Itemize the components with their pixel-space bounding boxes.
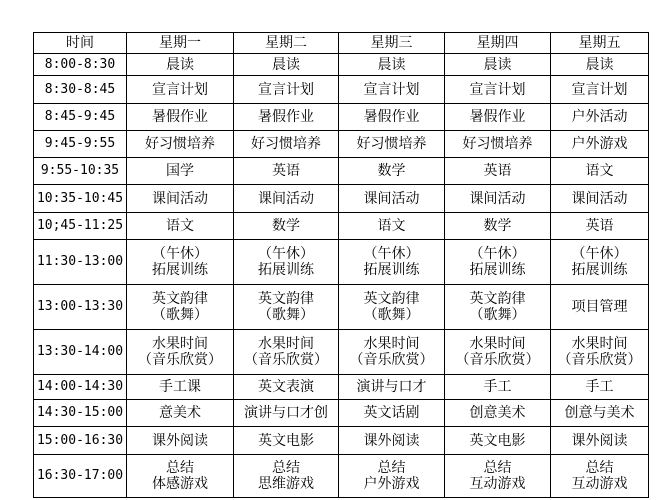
activity-text: （午休） [363, 246, 420, 262]
header-day-monday: 星期一 [127, 33, 234, 54]
activity-cell-tuesday [234, 240, 339, 285]
activity-cell-friday [551, 131, 649, 158]
time-slot: 9:55-10:35 [34, 158, 127, 185]
activity-text: （午休） [152, 246, 208, 262]
activity-cell-thursday [445, 427, 551, 455]
activity-text: 好习惯培养 [145, 136, 215, 152]
schedule-row [34, 104, 649, 131]
activity-cell-tuesday [234, 330, 339, 375]
header-day-tuesday: 星期二 [234, 33, 339, 54]
activity-cell-thursday [445, 455, 551, 498]
activity-cell-thursday [445, 131, 551, 158]
activity-cell-friday [551, 76, 649, 104]
activity-text: 互动游戏 [469, 476, 526, 492]
activity-text: 语文 [585, 163, 614, 179]
time-slot: 9:45-9:55 [34, 131, 127, 158]
time-slot: 8:45-9:45 [34, 104, 127, 131]
activity-text: 水果时间 [152, 336, 208, 352]
activity-text: （午休） [258, 246, 314, 262]
activity-text: （音乐欣赏） [455, 352, 540, 368]
activity-text: 项目管理 [571, 299, 628, 315]
activity-cell-wednesday [339, 104, 445, 131]
activity-text: 英语 [272, 163, 300, 179]
schedule-row [34, 213, 649, 240]
activity-text: 英文话剧 [363, 405, 420, 421]
activity-text: 数学 [377, 163, 406, 179]
activity-cell-monday [127, 427, 234, 455]
header-day-thursday: 星期四 [445, 33, 551, 54]
schedule-row [34, 375, 649, 400]
activity-text: 户外游戏 [571, 136, 628, 152]
activity-cell-thursday [445, 400, 551, 427]
activity-text: 体感游戏 [152, 476, 208, 492]
activity-text: 总结 [483, 460, 512, 476]
activity-text: 拓展训练 [469, 262, 526, 278]
activity-text: （歌舞） [363, 307, 420, 323]
activity-text: 总结 [272, 460, 300, 476]
activity-text: 手工课 [159, 379, 201, 395]
activity-cell-monday [127, 185, 234, 213]
activity-cell-wednesday [339, 455, 445, 498]
activity-cell-monday [127, 375, 234, 400]
activity-cell-wednesday [339, 185, 445, 213]
activity-text: 国学 [166, 163, 194, 179]
activity-cell-tuesday [234, 375, 339, 400]
time-slot: 11:30-13:00 [34, 240, 127, 285]
activity-text: 好习惯培养 [251, 136, 321, 152]
time-slot: 14:00-14:30 [34, 375, 127, 400]
activity-text: 宣言计划 [571, 81, 628, 98]
time-slot: 13:00-13:30 [34, 285, 127, 330]
activity-text: 户外游戏 [363, 476, 420, 492]
schedule-row [34, 76, 649, 104]
activity-text: 总结 [585, 460, 614, 476]
activity-cell-tuesday [234, 455, 339, 498]
activity-text: （音乐欣赏） [138, 352, 222, 368]
activity-text: 晨读 [272, 56, 300, 73]
activity-cell-wednesday [339, 213, 445, 240]
activity-text: 水果时间 [469, 336, 526, 352]
activity-cell-tuesday [234, 400, 339, 427]
activity-cell-monday [127, 285, 234, 330]
activity-cell-monday [127, 213, 234, 240]
schedule-row [34, 427, 649, 455]
activity-text: （音乐欣赏） [349, 352, 434, 368]
time-slot: 8:00-8:30 [34, 54, 127, 76]
schedule-row [34, 330, 649, 375]
activity-text: 宣言计划 [363, 81, 420, 98]
activity-cell-tuesday [234, 131, 339, 158]
activity-text: 手工 [483, 379, 512, 395]
activity-text: （音乐欣赏） [557, 352, 642, 368]
activity-cell-wednesday [339, 54, 445, 76]
activity-cell-friday [551, 158, 649, 185]
schedule-row [34, 455, 649, 498]
activity-text: 英文韵律 [469, 291, 526, 307]
activity-text: 宣言计划 [152, 81, 208, 98]
activity-text: 数学 [272, 218, 300, 234]
schedule-table [33, 32, 649, 498]
activity-text: 好习惯培养 [356, 136, 427, 152]
activity-cell-tuesday [234, 185, 339, 213]
activity-cell-friday [551, 185, 649, 213]
activity-cell-thursday [445, 76, 551, 104]
activity-cell-friday [551, 104, 649, 131]
activity-text: 晨读 [166, 56, 194, 73]
activity-cell-wednesday [339, 285, 445, 330]
activity-cell-tuesday [234, 104, 339, 131]
activity-text: 创意与美术 [564, 405, 635, 421]
time-slot: 10;45-11:25 [34, 213, 127, 240]
activity-text: 英语 [585, 218, 614, 234]
activity-cell-tuesday [234, 213, 339, 240]
activity-cell-tuesday [234, 54, 339, 76]
activity-text: 英文表演 [258, 379, 314, 395]
activity-cell-friday [551, 330, 649, 375]
time-slot: 16:30-17:00 [34, 455, 127, 498]
activity-text: 课外阅读 [363, 432, 420, 449]
schedule-row [34, 185, 649, 213]
schedule-row [34, 131, 649, 158]
activity-cell-monday [127, 131, 234, 158]
activity-text: 宣言计划 [469, 81, 526, 98]
activity-text: 暑假作业 [469, 109, 526, 125]
header-row [34, 33, 649, 54]
activity-cell-monday [127, 158, 234, 185]
activity-text: 水果时间 [258, 336, 314, 352]
activity-text: 拓展训练 [571, 262, 628, 278]
activity-text: 演讲与口才创 [244, 405, 328, 421]
activity-text: 英文韵律 [363, 291, 420, 307]
schedule-body [34, 33, 649, 498]
activity-text: 演讲与口才 [356, 379, 427, 395]
activity-text: 拓展训练 [152, 262, 208, 278]
schedule-row [34, 54, 649, 76]
activity-text: （歌舞） [152, 307, 208, 323]
activity-text: 水果时间 [571, 336, 628, 352]
activity-text: 总结 [166, 460, 194, 476]
activity-cell-thursday [445, 285, 551, 330]
activity-text: 互动游戏 [571, 476, 628, 492]
activity-cell-wednesday [339, 240, 445, 285]
activity-text: （歌舞） [469, 307, 526, 323]
activity-cell-thursday [445, 330, 551, 375]
activity-text: （歌舞） [258, 307, 314, 323]
activity-cell-thursday [445, 158, 551, 185]
activity-cell-tuesday [234, 76, 339, 104]
activity-cell-wednesday [339, 131, 445, 158]
activity-text: 课外阅读 [152, 432, 208, 449]
activity-text: 拓展训练 [363, 262, 420, 278]
activity-text: 数学 [483, 218, 512, 234]
time-slot: 15:00-16:30 [34, 427, 127, 455]
activity-cell-friday [551, 375, 649, 400]
activity-text: 课间活动 [469, 190, 526, 207]
activity-text: （午休） [571, 246, 628, 262]
activity-cell-thursday [445, 213, 551, 240]
activity-cell-friday [551, 427, 649, 455]
activity-text: 暑假作业 [363, 109, 420, 125]
activity-text: 手工 [585, 379, 614, 395]
activity-cell-monday [127, 104, 234, 131]
activity-text: 暑假作业 [258, 109, 314, 125]
activity-text: 总结 [377, 460, 406, 476]
activity-text: 课间活动 [258, 190, 314, 207]
activity-text: 晨读 [483, 56, 512, 73]
activity-cell-thursday [445, 375, 551, 400]
activity-text: 拓展训练 [258, 262, 314, 278]
activity-cell-wednesday [339, 400, 445, 427]
activity-cell-wednesday [339, 427, 445, 455]
activity-cell-monday [127, 240, 234, 285]
activity-cell-monday [127, 76, 234, 104]
activity-text: 好习惯培养 [462, 136, 533, 152]
activity-text: 语文 [377, 218, 406, 234]
activity-text: 晨读 [377, 56, 406, 73]
activity-cell-wednesday [339, 158, 445, 185]
time-slot: 14:30-15:00 [34, 400, 127, 427]
time-slot: 13:30-14:00 [34, 330, 127, 375]
schedule-row [34, 240, 649, 285]
activity-text: 英文韵律 [152, 291, 208, 307]
activity-text: 思维游戏 [258, 476, 314, 492]
header-day-wednesday: 星期三 [339, 33, 445, 54]
activity-text: 英语 [483, 163, 512, 179]
activity-text: 课间活动 [571, 190, 628, 207]
activity-text: 英文电影 [469, 432, 526, 449]
activity-cell-monday [127, 54, 234, 76]
activity-text: 创意美术 [469, 405, 526, 421]
activity-cell-monday [127, 330, 234, 375]
activity-text: 晨读 [585, 56, 614, 73]
activity-text: 英文电影 [258, 432, 314, 449]
activity-cell-friday [551, 54, 649, 76]
activity-cell-wednesday [339, 330, 445, 375]
activity-text: 宣言计划 [258, 81, 314, 98]
activity-text: （午休） [469, 246, 526, 262]
schedule-row [34, 400, 649, 427]
activity-text: 英文韵律 [258, 291, 314, 307]
activity-cell-thursday [445, 54, 551, 76]
activity-text: 课间活动 [152, 190, 208, 207]
activity-cell-tuesday [234, 427, 339, 455]
activity-cell-thursday [445, 240, 551, 285]
time-slot: 10:35-10:45 [34, 185, 127, 213]
activity-text: 暑假作业 [152, 109, 208, 125]
activity-cell-monday [127, 455, 234, 498]
activity-cell-friday [551, 213, 649, 240]
schedule-row [34, 158, 649, 185]
activity-text: 水果时间 [363, 336, 420, 352]
activity-cell-thursday [445, 104, 551, 131]
activity-text: 户外活动 [571, 109, 628, 125]
activity-cell-friday [551, 400, 649, 427]
activity-cell-tuesday [234, 285, 339, 330]
header-day-friday: 星期五 [551, 33, 649, 54]
activity-cell-tuesday [234, 158, 339, 185]
activity-cell-friday [551, 285, 649, 330]
activity-cell-friday [551, 240, 649, 285]
activity-text: 意美术 [159, 405, 201, 421]
activity-text: 语文 [166, 218, 194, 234]
time-slot: 8:30-8:45 [34, 76, 127, 104]
activity-cell-thursday [445, 185, 551, 213]
activity-cell-monday [127, 400, 234, 427]
activity-cell-wednesday [339, 375, 445, 400]
activity-cell-friday [551, 455, 649, 498]
activity-text: 课外阅读 [571, 432, 628, 449]
schedule-row [34, 285, 649, 330]
activity-text: 课间活动 [363, 190, 420, 207]
activity-text: （音乐欣赏） [244, 352, 328, 368]
header-time: 时间 [34, 33, 127, 54]
activity-cell-wednesday [339, 76, 445, 104]
